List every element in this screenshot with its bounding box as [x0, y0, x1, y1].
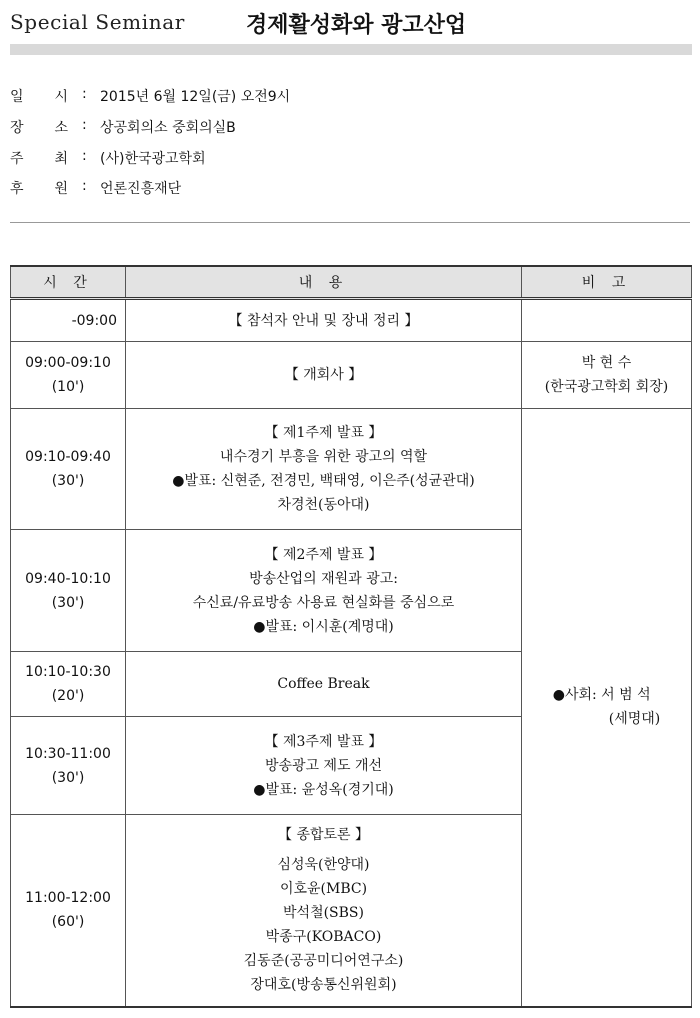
moderator-name: ●사회: 서 범 석 — [552, 687, 651, 704]
col-header-time: 시 간 — [11, 266, 126, 299]
table-row — [11, 299, 692, 342]
session-topic: 방송산업의 재원과 광고: — [249, 570, 398, 587]
session-title: 【 참석자 안내 및 장내 정리 】 — [228, 312, 419, 329]
panelist: 박석철(SBS) — [283, 905, 364, 922]
duration: (30') — [51, 594, 85, 611]
panelist: 장대호(방송통신위원회) — [250, 977, 397, 994]
panelist: 심성욱(한양대) — [277, 857, 370, 874]
schedule-table — [10, 265, 692, 1008]
content-cell — [126, 717, 522, 815]
duration: (20') — [51, 688, 85, 704]
table-row — [11, 409, 692, 530]
info-key: 소 — [54, 119, 68, 136]
speaker-name: 박 현 수 — [581, 355, 632, 371]
time-cell — [11, 815, 126, 1007]
info-row-sponsor: 후 원 : 언론진흥재단 — [10, 178, 182, 198]
divider — [10, 222, 690, 223]
info-key: 후 — [10, 181, 24, 198]
session-title: 【 제2주제 발표 】 — [264, 546, 383, 563]
time-cell — [11, 409, 126, 530]
time-cell — [11, 652, 126, 717]
speaker-affiliation: (한국광고학회 회장) — [544, 379, 669, 395]
session-topic: 방송광고 제도 개선 — [264, 757, 383, 774]
seminar-title: 경제활성화와 광고산업 — [246, 13, 467, 38]
panelist: 김동준(공공미디어연구소) — [243, 953, 404, 970]
time-range: 11:00-12:00 — [25, 890, 111, 907]
time-range: 10:10-10:30 — [25, 664, 111, 680]
time-range: 09:10-09:40 — [25, 449, 111, 465]
session-title: 【 개회사 】 — [284, 367, 363, 383]
info-value: 2015년 6월 12일(금) 오전9시 — [100, 89, 291, 105]
session-title: Coffee Break — [277, 676, 370, 692]
info-value: (사)한국광고학회 — [100, 150, 206, 167]
event-info — [10, 86, 690, 209]
content-cell — [126, 815, 522, 1007]
content-cell — [126, 409, 522, 530]
content-cell — [126, 652, 522, 717]
session-topic: 내수경기 부흥을 위한 광고의 역할 — [219, 449, 428, 465]
info-key: 시 — [54, 89, 68, 105]
time-range: 10:30-11:00 — [25, 745, 111, 762]
duration: (30') — [51, 769, 85, 786]
page-header — [0, 0, 700, 44]
info-row-place: 장 소 : 상공회의소 중회의실B — [10, 116, 236, 136]
presenters: ●발표: 윤성옥(경기대) — [253, 781, 394, 798]
presenters: ●발표: 이시훈(계명대) — [253, 618, 394, 635]
time-range: 09:40-10:10 — [25, 570, 111, 587]
duration: (30') — [51, 473, 85, 489]
duration: (60') — [51, 914, 85, 931]
note-cell — [522, 342, 692, 409]
info-key: 원 — [54, 181, 68, 198]
session-topic: 수신료/유료방송 사용료 현실화를 중심으로 — [192, 594, 455, 611]
content-cell — [126, 299, 522, 342]
panelist: 이호윤(MBC) — [279, 881, 368, 898]
col-header-content: 내 용 — [126, 266, 522, 299]
time-cell — [11, 717, 126, 815]
header-band — [10, 44, 692, 55]
moderator-affiliation: (세명대) — [608, 711, 661, 728]
session-title: 【 제3주제 발표 】 — [264, 733, 383, 750]
session-title: 【 종합토론 】 — [278, 827, 369, 844]
info-key: 일 — [10, 89, 24, 105]
table-header-row — [11, 266, 692, 299]
info-value: 언론진흥재단 — [100, 181, 182, 198]
presenters: ●발표: 신현준, 전경민, 백태영, 이은주(성균관대) — [172, 473, 475, 489]
time-range: -09:00 — [71, 312, 117, 329]
header-label: Special Seminar — [10, 10, 185, 34]
content-cell — [126, 530, 522, 652]
note-cell — [522, 299, 692, 342]
time-range: 09:00-09:10 — [25, 355, 111, 371]
col-header-note: 비 고 — [522, 266, 692, 299]
info-key: 최 — [54, 150, 68, 167]
moderator — [553, 683, 661, 731]
table-row — [11, 342, 692, 409]
content-cell — [126, 342, 522, 409]
info-value: 상공회의소 중회의실B — [100, 119, 236, 136]
presenters: 차경천(동아대) — [277, 497, 370, 513]
info-key: 주 — [10, 150, 24, 167]
session-title: 【 제1주제 발표 】 — [264, 425, 383, 441]
time-cell — [11, 299, 126, 342]
moderator-cell — [522, 409, 692, 1007]
time-cell — [11, 342, 126, 409]
panelist: 박종구(KOBACO) — [265, 929, 382, 946]
info-key: 장 — [10, 119, 24, 136]
info-row-date: 일 시 : 2015년 6월 12일(금) 오전9시 — [10, 86, 291, 105]
info-row-host: 주 최 : (사)한국광고학회 — [10, 147, 206, 167]
time-cell — [11, 530, 126, 652]
duration: (10') — [51, 379, 85, 395]
